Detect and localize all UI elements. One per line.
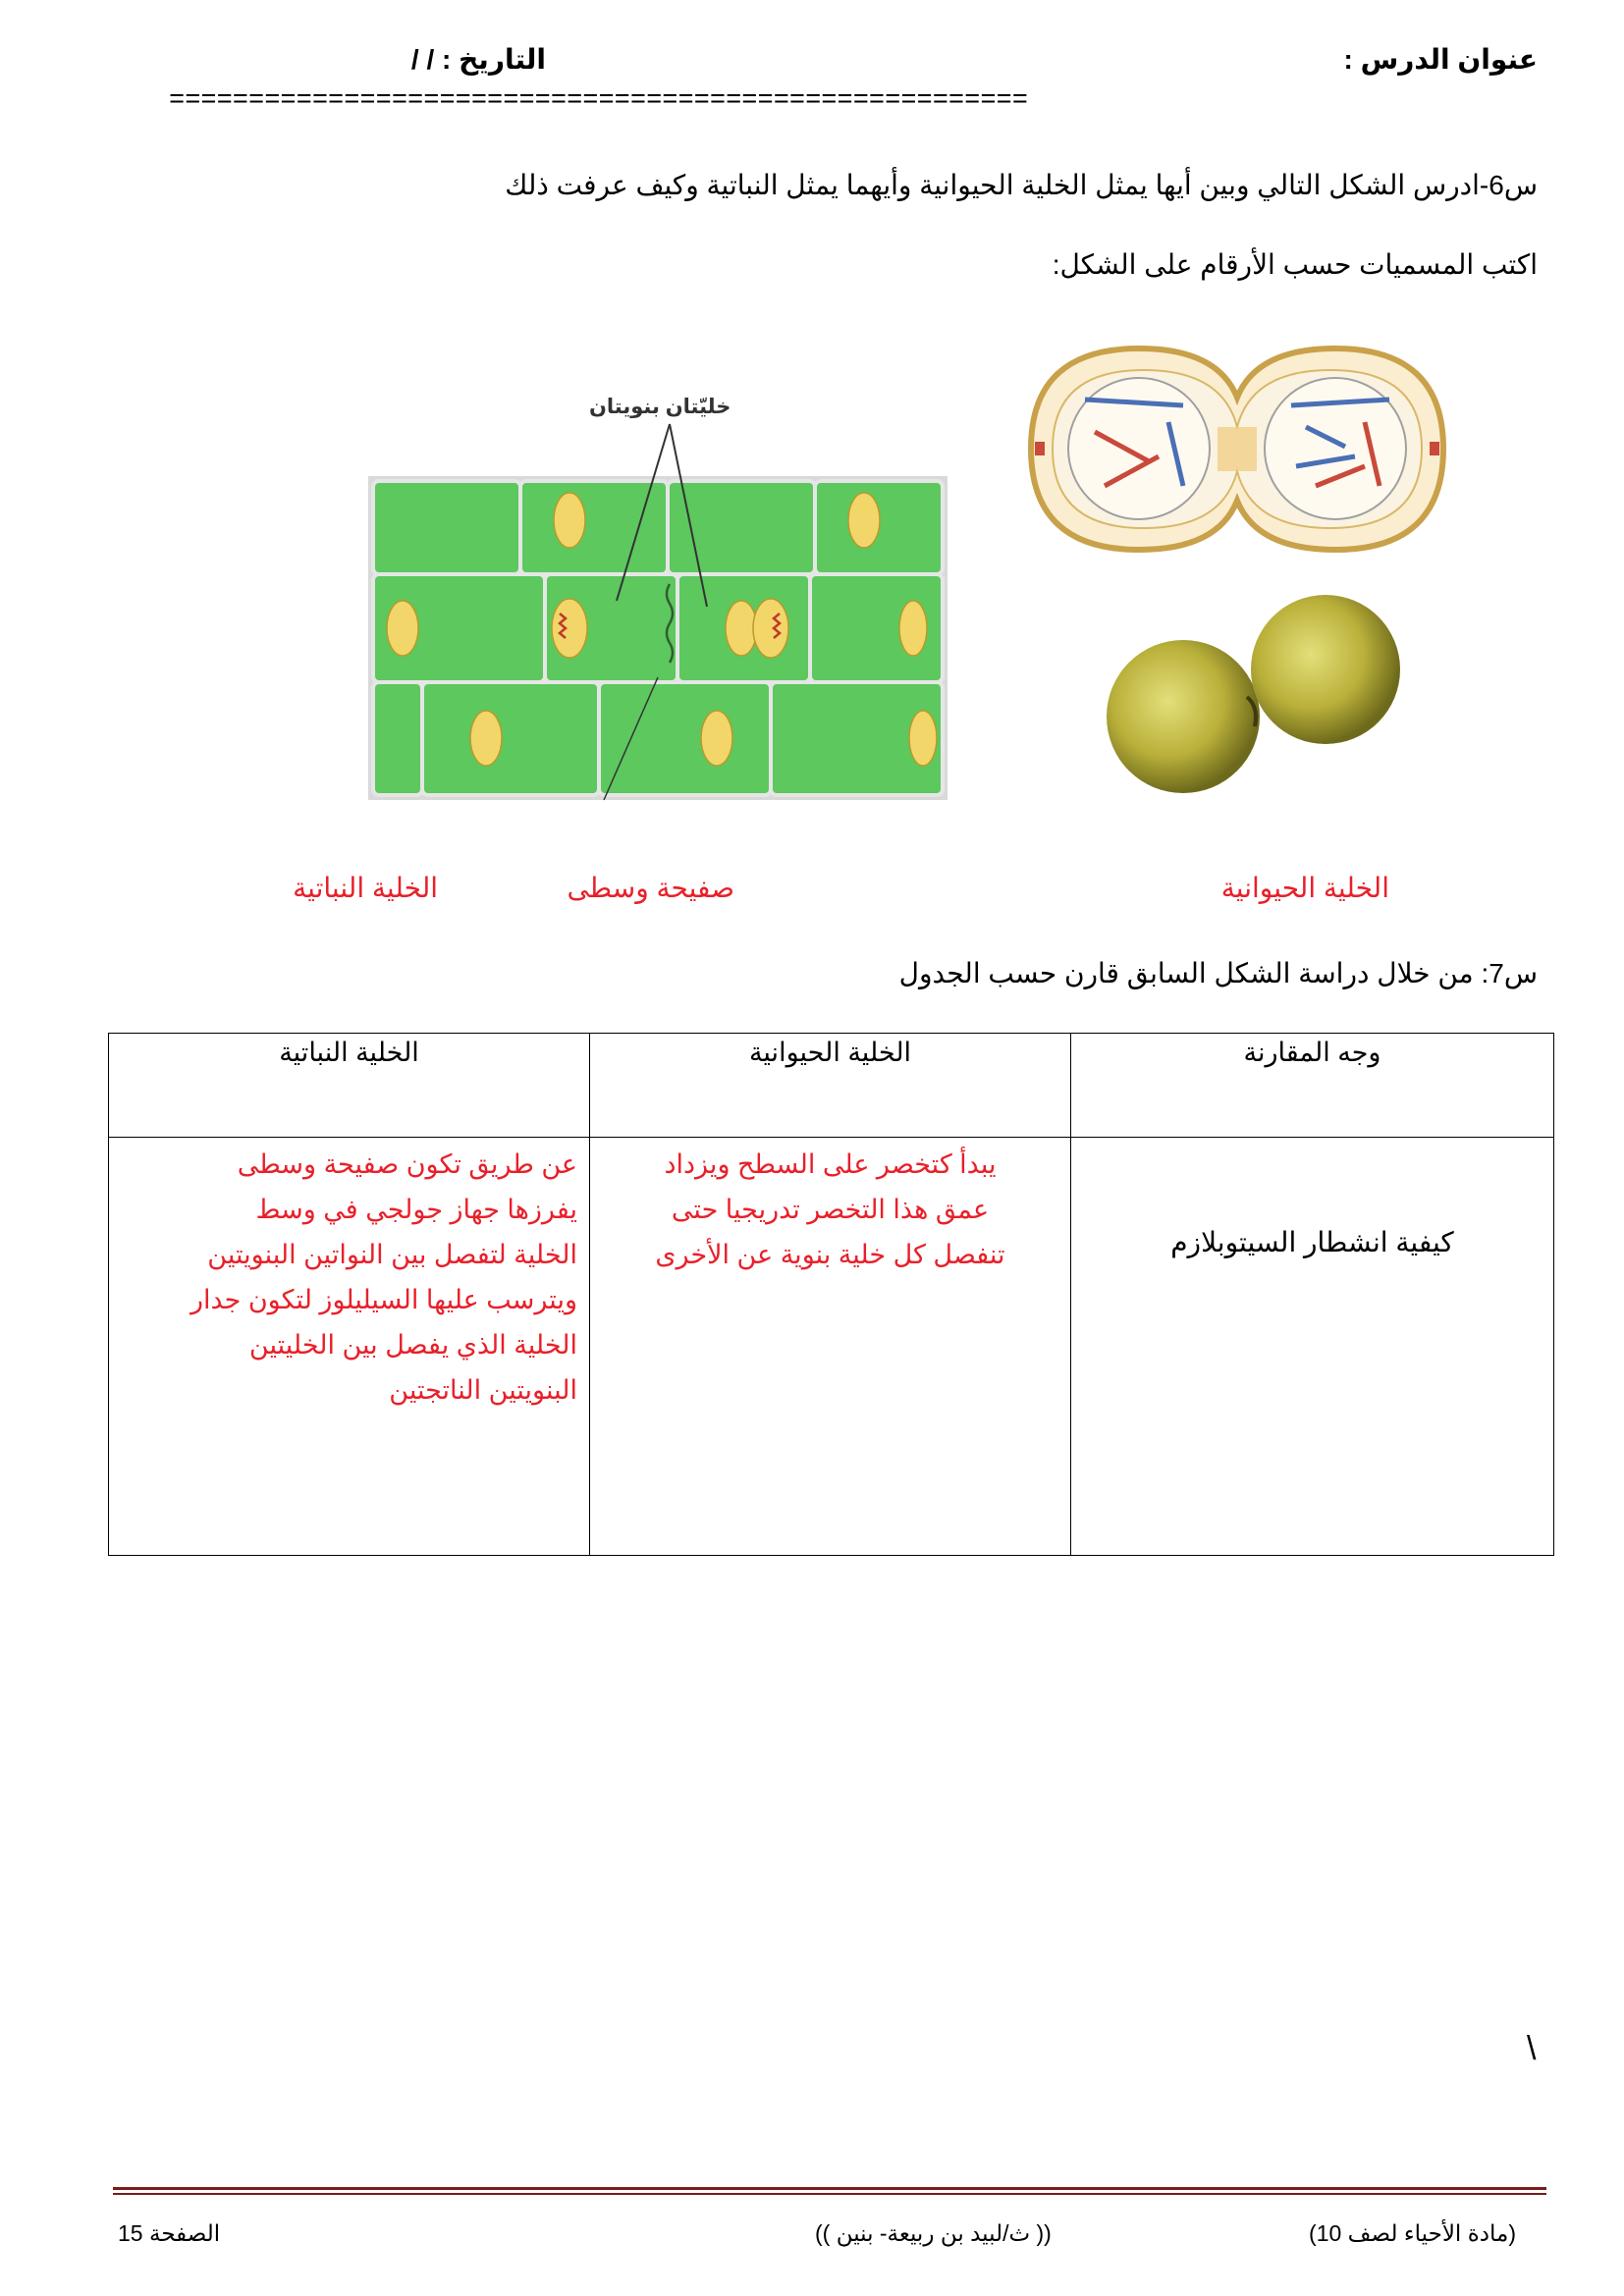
question-6: س6-ادرس الشكل التالي وبين أيها يمثل الخلية الحيوانية وأيهما يمثل النباتية وكيف عرفت ذلك (505, 170, 1538, 200)
animal-cell-diagram (1021, 339, 1453, 560)
question-7: س7: من خلال دراسة الشكل السابق قارن حسب الجدول (898, 958, 1538, 988)
date-label: التاريخ : / / (410, 44, 546, 75)
header-separator: ====================================================== (169, 86, 1028, 116)
plant-figure-label: خليّتان بنويتان (589, 396, 731, 418)
footer-page-number: الصفحة 15 (118, 2220, 221, 2246)
plant-cytokinesis-answer: عن طريق تكون صفيحة وسطى يفرزها جهاز جولجي في وسط الخلية لتفصل بين النواتين البنويتين ويترسب عليها السيليلوز لتكون جدار الخلية الذي يفصل بين الخليتين البنويتين الناتجتين (109, 1138, 590, 1556)
answer-animal-cell: الخلية الحيوانية (1220, 873, 1389, 903)
stray-mark: \ (1527, 2030, 1537, 2067)
header-plant-cell: الخلية النباتية (109, 1034, 590, 1138)
row-label-cytokinesis: كيفية انشطار السيتوبلازم (1071, 1138, 1554, 1556)
animal-cytokinesis-answer: يبدأ كتخصر على السطح ويزداد عمق هذا التخصر تدريجيا حتى تنفصل كل خلية بنوية عن الأخرى (590, 1138, 1071, 1556)
question-6-instruction: اكتب المسميات حسب الأرقام على الشكل: (1052, 249, 1538, 280)
header-comparison-aspect: وجه المقارنة (1071, 1034, 1554, 1138)
comparison-table (108, 1033, 1554, 1556)
footer-rule-bottom (113, 2193, 1546, 2195)
plant-cell-figure (363, 383, 952, 815)
header-animal-cell: الخلية الحيوانية (590, 1034, 1071, 1138)
footer-school: (( ث/لبيد بن ربيعة- بنين )) (815, 2220, 1052, 2246)
answer-plant-cell: الخلية النباتية (293, 873, 438, 903)
footer-rule-top (113, 2187, 1546, 2190)
animal-cell-photo (1090, 589, 1424, 800)
answer-cell-plate: صفيحة وسطى (567, 873, 734, 903)
lesson-title-label: عنوان الدرس : (1343, 44, 1538, 75)
footer-subject: (مادة الأحياء لصف 10) (1309, 2220, 1516, 2246)
